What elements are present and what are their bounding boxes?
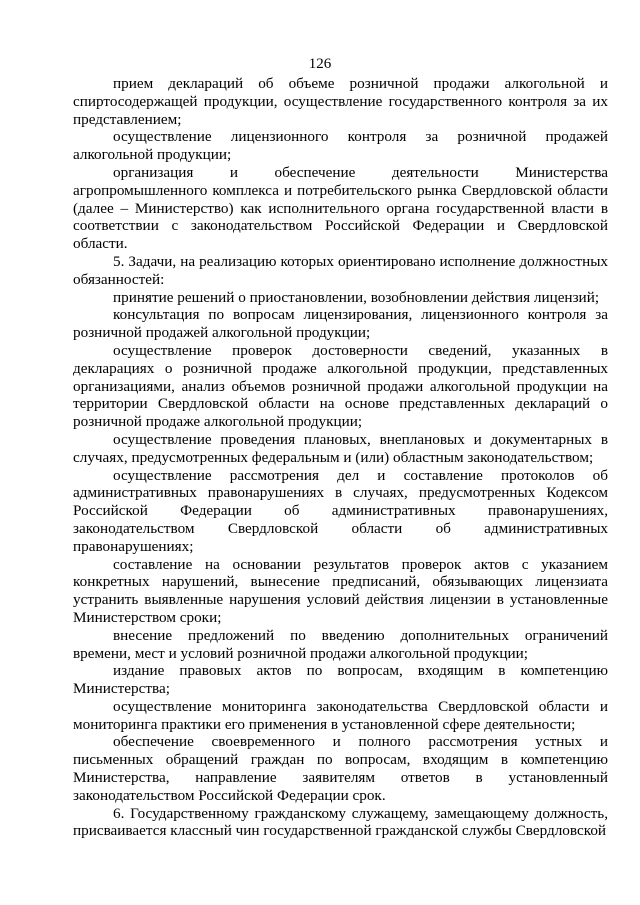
paragraph-administrative-cases: осуществление рассмотрения дел и составление протоколов об административных правонарушениях в случаях, предусмотренных Кодексом Российской Федерации об административных правонарушениях, законодательством Свердловской области об административных правонарушениях; [73,466,608,555]
paragraph-license-control: осуществление лицензионного контроля за розничной продажей алкогольной продукции; [73,128,608,164]
paragraph-inspections: осуществление проведения плановых, внеплановых и документарных в случаях, предусмотренных федеральным и (или) областным законодательством; [73,430,608,466]
paragraph-consultation: консультация по вопросам лицензирования, лицензионного контроля за розничной продажей алкогольной продукции; [73,306,608,342]
paragraph-section-6: 6. Государственному гражданскому служащему, замещающему должность, присваивается классный чин государственной гражданской службы Свердловской [73,804,608,840]
paragraph-section-5-heading: 5. Задачи, на реализацию которых ориентировано исполнение должностных обязанностей: [73,252,608,288]
paragraph-inspection-acts: составление на основании результатов проверок актов с указанием конкретных нарушений, вынесение предписаний, обязывающих лицензиата устранить выявленные нарушения условий действия лицензии в установленные Министерством сроки; [73,555,608,626]
paragraph-citizen-appeals: обеспечение своевременного и полного рассмотрения устных и письменных обращений граждан по вопросам, входящим в компетенцию Министерства, направление заявителям ответов в установленный законодательством Российской Федерации срок. [73,733,608,804]
paragraph-declaration-checks: осуществление проверок достоверности сведений, указанных в декларациях о розничной продаже алкогольной продукции, представленных организациями, анализ объемов розничной продажи алкогольной продукции на территории Свердловской области на основе представленных деклараций о розничной продаже алкогольной продукции; [73,341,608,431]
paragraph-legislation-monitoring: осуществление мониторинга законодательства Свердловской области и мониторинга практики его применения в установленной сфере деятельности; [73,697,608,733]
paragraph-ministry-organization: организация и обеспечение деятельности Министерства агропромышленного комплекса и потребительского рынка Свердловской области (далее – Министерство) как исполнительного органа государственной власти в соответствии с законодательством Российской Федерации и Свердловской области. [73,163,608,253]
document-body [73,75,608,840]
page-number: 126 [308,56,332,72]
paragraph-restrictions-proposals: внесение предложений по введению дополнительных ограничений времени, мест и условий розничной продажи алкогольной продукции; [73,626,608,662]
paragraph-legal-acts: издание правовых актов по вопросам, входящим в компетенцию Министерства; [73,662,608,698]
paragraph-licensing-declarations: прием деклараций об объеме розничной продажи алкогольной и спиртосодержащей продукции, осуществление государственного контроля за их представлением; [73,75,608,128]
paragraph-license-decisions: принятие решений о приостановлении, возобновлении действия лицензий; [113,288,600,306]
